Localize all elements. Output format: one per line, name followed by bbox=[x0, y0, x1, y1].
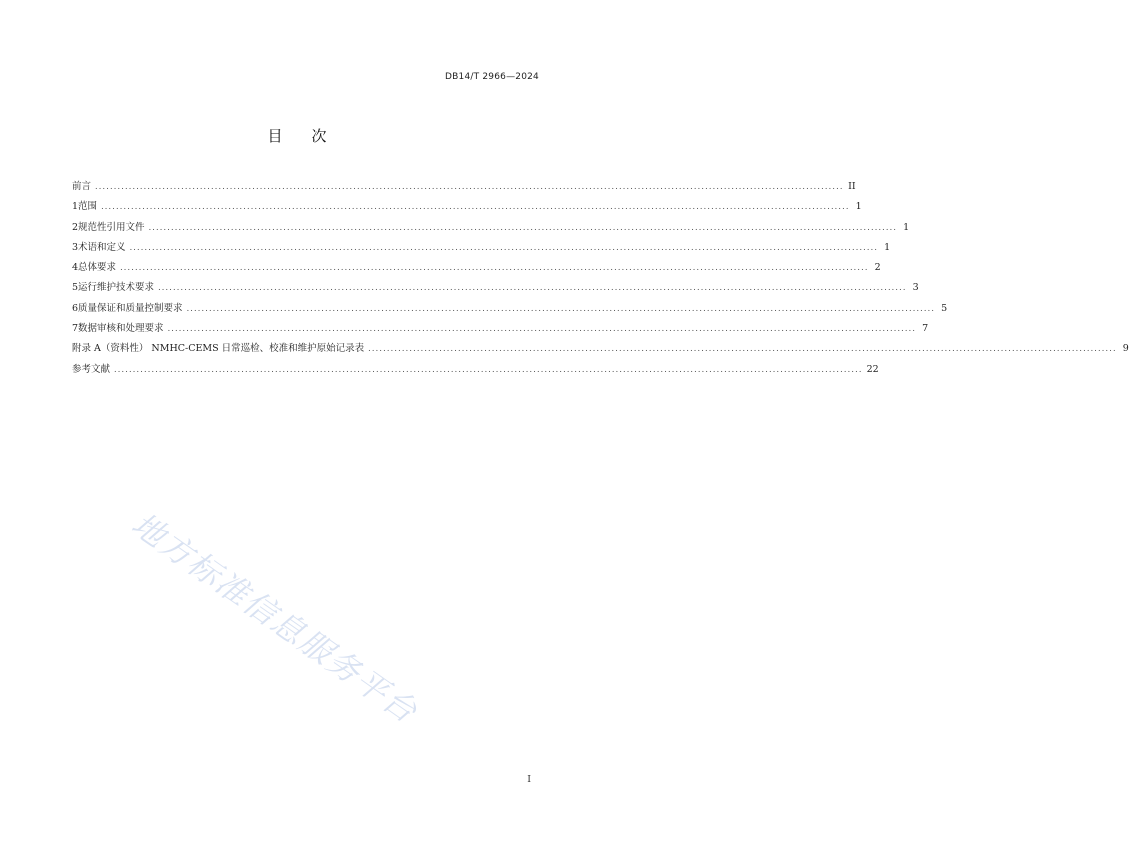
toc-leader-dots: ........................................................................................................................................................................................................ bbox=[186, 303, 936, 313]
toc-entry-1[interactable] bbox=[72, 198, 862, 218]
toc-leader-dots: ........................................................................................................................................................................................................ bbox=[167, 324, 917, 334]
toc-entry-label: 质量保证和质量控制要求 bbox=[78, 302, 183, 314]
toc-entry-label: 前言 bbox=[72, 181, 92, 192]
toc-entry-label: 范围 bbox=[78, 201, 98, 213]
toc-entry-3[interactable] bbox=[72, 239, 891, 259]
toc-entry-label: 总体要求 bbox=[78, 262, 117, 274]
toc-entry-page: 1 bbox=[903, 221, 910, 233]
toc-entry-number: 5 bbox=[72, 282, 79, 294]
toc-entry-page: 2 bbox=[874, 262, 881, 274]
toc-entry-page: II bbox=[848, 181, 856, 192]
table-of-contents bbox=[72, 178, 1129, 381]
toc-entry-page: 3 bbox=[912, 282, 919, 294]
title-char-2: 次 bbox=[311, 127, 328, 145]
toc-entry-number: 6 bbox=[72, 302, 79, 314]
toc-entry-4[interactable] bbox=[72, 259, 881, 279]
toc-entry-number: 3 bbox=[72, 241, 79, 253]
toc-entry-label: 术语和定义 bbox=[78, 241, 126, 253]
watermark: 地方标准信息服务平台 bbox=[124, 504, 426, 732]
toc-leader-dots: ........................................................................................................................................................................................................ bbox=[368, 344, 1117, 354]
toc-leader-dots: ........................................................................................................................................................................................................ bbox=[101, 202, 850, 212]
toc-entry-label: 运行维护技术要求 bbox=[78, 282, 155, 294]
toc-leader-dots: ........................................................................................................................................................................................................ bbox=[114, 364, 863, 374]
toc-leader-dots: ........................................................................................................................................................................................................ bbox=[120, 263, 869, 273]
toc-entry-page: 5 bbox=[941, 302, 948, 314]
toc-entry-page: 1 bbox=[855, 201, 862, 213]
toc-entry-label: 数据审核和处理要求 bbox=[78, 323, 164, 335]
toc-entry-label: 附录 A（资料性） NMHC-CEMS 日常巡检、校准和维护原始记录表 bbox=[72, 343, 365, 355]
toc-leader-dots: ........................................................................................................................................................................................................ bbox=[129, 242, 879, 252]
toc-entry-page: 9 bbox=[1122, 343, 1129, 355]
toc-entry-7[interactable] bbox=[72, 320, 929, 340]
toc-entry-label: 规范性引用文件 bbox=[78, 221, 145, 233]
toc-entry-2[interactable] bbox=[72, 219, 910, 239]
toc-entry-number: 1 bbox=[72, 201, 79, 213]
toc-entry-6[interactable] bbox=[72, 300, 948, 320]
toc-leader-dots: ........................................................................................................................................................................................................ bbox=[158, 283, 907, 293]
toc-entry-page: 22 bbox=[866, 363, 879, 375]
document-code: DB14/T 2966—2024 bbox=[445, 72, 539, 82]
toc-entry-references[interactable] bbox=[72, 361, 879, 381]
toc-entry-number: 7 bbox=[72, 323, 79, 335]
toc-entry-number: 4 bbox=[72, 262, 79, 274]
toc-entry-5[interactable] bbox=[72, 279, 919, 299]
toc-entry-number: 2 bbox=[72, 221, 79, 233]
toc-entry-foreword[interactable] bbox=[72, 178, 856, 198]
toc-entry-label: 参考文献 bbox=[72, 363, 111, 375]
toc-entry-page: 7 bbox=[922, 323, 929, 335]
toc-entry-appendix-a[interactable] bbox=[72, 340, 1129, 360]
toc-entry-page: 1 bbox=[884, 241, 891, 253]
page-title bbox=[0, 125, 595, 146]
toc-leader-dots: ........................................................................................................................................................................................................ bbox=[95, 182, 844, 191]
title-char-1: 目 bbox=[267, 127, 284, 145]
page-number: I bbox=[527, 774, 531, 785]
toc-leader-dots: ........................................................................................................................................................................................................ bbox=[148, 222, 898, 232]
